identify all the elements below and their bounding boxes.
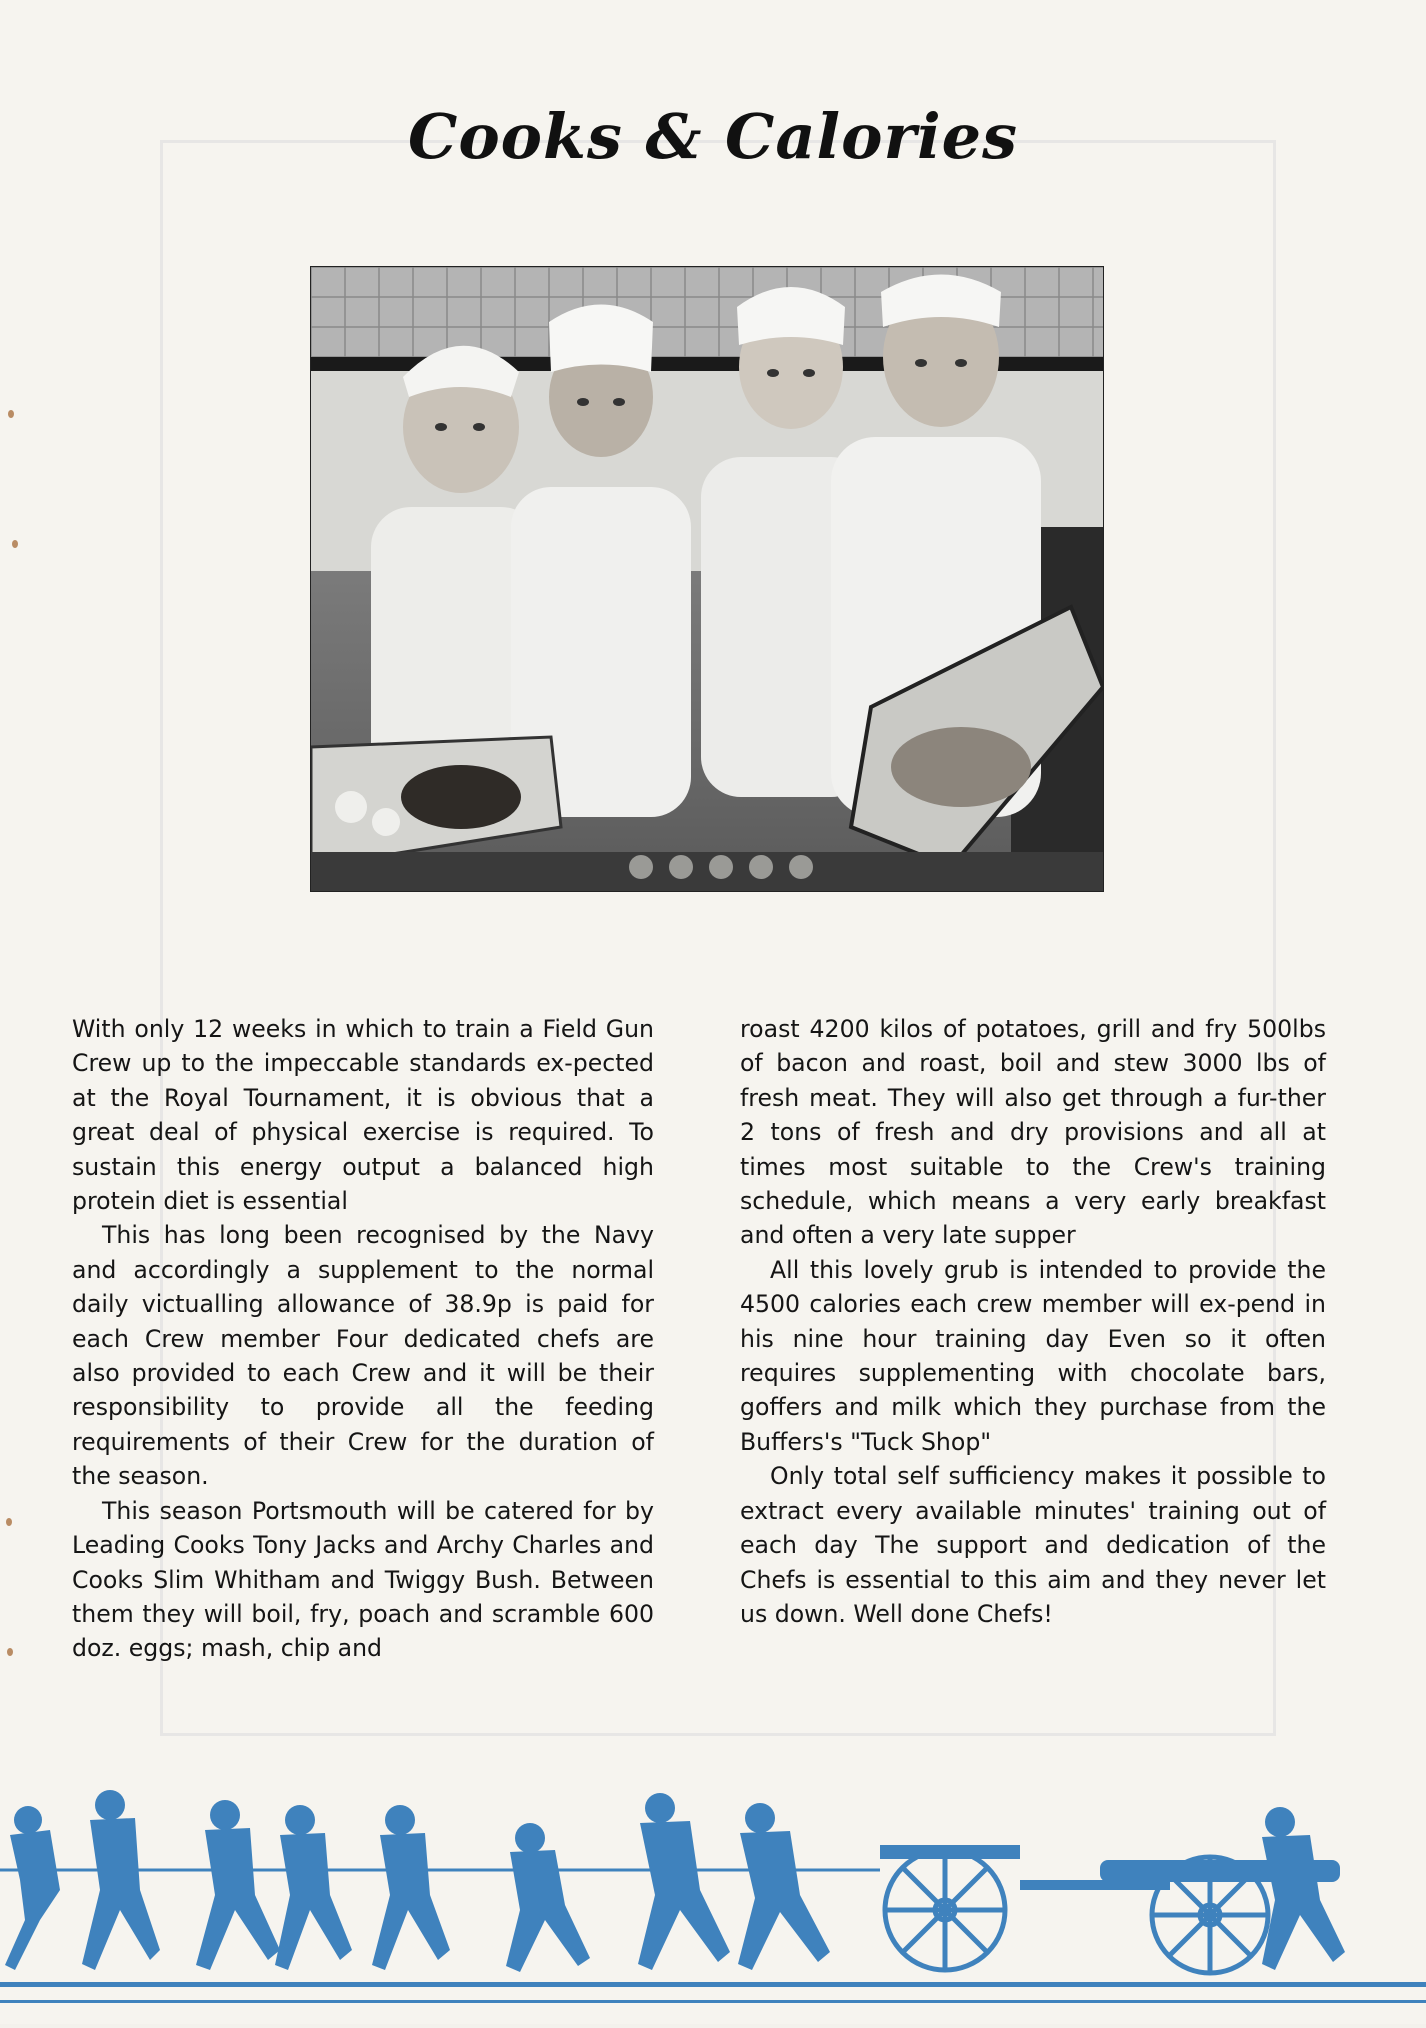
article-left-column [72,1012,654,1666]
paragraph-calories: All this lovely grub is intended to provide the 4500 calories each crew member will ex-pend in his nine hour training day Even so it often requires supplementing with chocolate bars, goffers and milk which they purchase from the Buffers's "Tuck Shop" [740,1255,1326,1456]
paragraph-conclusion: Only total self sufficiency makes it possible to extract every available minutes' training out of each day The support and dedication of the Chefs is essential to this aim and they never let us down. Well done Chefs! [740,1462,1326,1628]
paragraph-quantities: roast 4200 kilos of potatoes, grill and fry 500lbs of bacon and roast, boil and stew 3000 lbs of fresh meat. They will also get through a fur-ther 2 tons of fresh and dry provisions and all at times most suitable to the Crew's training schedule, which means a very early breakfast and often a very late supper [740,1015,1326,1250]
chefs-photo [310,266,1104,892]
paragraph-navy-supplement: This has long been recognised by the Navy and accordingly a supplement to the normal daily victualling allowance of 38.9p is paid for each Crew member Four dedicated chefs are also provided to each Crew and it will be their responsibility to provide all the feeding requirements of their Crew for the duration of the season. [72,1221,654,1491]
paragraph-portsmouth-cooks: This season Portsmouth will be catered for by Leading Cooks Tony Jacks and Archy Charles and Cooks Slim Whitham and Twiggy Bush. Between them they will boil, fry, poach and scramble 600 doz. eggs; mash, chip and [72,1496,654,1663]
article-right-column [740,1012,1326,1631]
paragraph-intro: With only 12 weeks in which to train a Field Gun Crew up to the impeccable standards ex-pected at the Royal Tournament, it is obvious that a great deal of physical exercise is required. To sustain this energy output a balanced high protein diet is essential [72,1015,654,1216]
field-gun-crew-frieze [0,1720,1426,2024]
page-title: Cooks & Calories [407,100,1019,173]
